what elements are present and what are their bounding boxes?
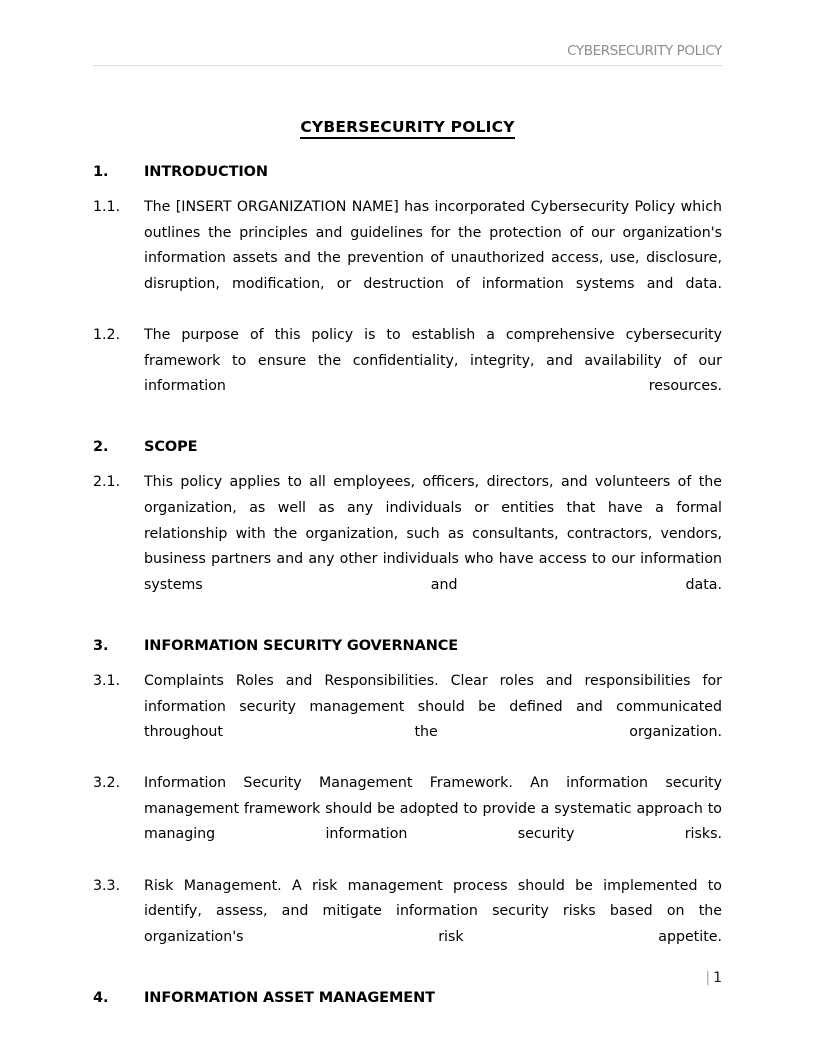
clause-1-1 — [93, 195, 722, 323]
clause-text-1-1: The [INSERT ORGANIZATION NAME] has incorporated Cybersecurity Policy which outlines the principles and guidelines for the protection of our organization's information assets and the prevention of unauthorized access, use, disclosure, disruption, modification, or destruction of information systems and data. — [144, 199, 722, 292]
spacer — [93, 425, 722, 439]
section-heading-4 — [93, 990, 722, 1006]
clause-number-1-2: 1.2. — [93, 326, 121, 343]
document-title — [93, 118, 722, 136]
header-divider-rule — [93, 65, 722, 66]
clause-3-1 — [93, 669, 722, 771]
spacer — [93, 654, 722, 669]
clause-3-2 — [93, 771, 722, 873]
spacer — [93, 180, 722, 195]
clause-number-3-3: 3.3. — [93, 877, 121, 894]
section-heading-3 — [93, 638, 722, 654]
clause-text-3-1: Complaints Roles and Responsibilities. Clear roles and responsibilities for information security management should be defined and communicated throughout the organization. — [144, 672, 722, 741]
section-number-1: 1. — [93, 164, 109, 180]
clause-number-2-1: 2.1. — [93, 474, 121, 491]
page-running-header — [93, 44, 722, 66]
section-heading-2 — [93, 439, 722, 455]
section-title-2: SCOPE — [144, 439, 198, 456]
clause-text-1-2: The purpose of this policy is to establish a comprehensive cybersecurity framework to ensure the confidentiality, integrity, and availability of our information resources. — [144, 326, 722, 395]
section-heading-1 — [93, 164, 722, 180]
clause-3-3 — [93, 874, 722, 976]
clause-text-3-2: Information Security Management Framework. An information security management framework should be adopted to provide a systematic approach to managing information security risks. — [144, 775, 722, 843]
section-number-4: 4. — [93, 990, 109, 1007]
clause-text-2-1: This policy applies to all employees, officers, directors, and volunteers of the organization, as well as any individuals or entities that have a formal relationship with the organization, such as consultants, contractors, vendors, business partners and any other individuals who have access to our information systems and data. — [144, 474, 722, 593]
page-footer — [93, 970, 722, 986]
clause-number-1-1: 1.1. — [93, 199, 121, 215]
spacer — [93, 624, 722, 638]
spacer — [93, 455, 722, 470]
clause-number-3-2: 3.2. — [93, 775, 121, 792]
section-number-3: 3. — [93, 637, 109, 654]
document-title-text: CYBERSECURITY POLICY — [300, 118, 514, 139]
running-header-title: CYBERSECURITY POLICY — [567, 43, 722, 59]
clause-number-3-1: 3.1. — [93, 672, 121, 689]
footer-separator: | — [705, 970, 711, 986]
section-number-2: 2. — [93, 439, 109, 456]
footer-page-number: 1 — [713, 970, 722, 986]
section-title-3: INFORMATION SECURITY GOVERNANCE — [144, 637, 459, 654]
clause-text-3-3: Risk Management. A risk management process should be implemented to identify, assess, and mitigate information security risks based on the organization's risk appetite. — [144, 877, 722, 945]
document-body — [93, 118, 722, 1006]
section-title-1: INTRODUCTION — [144, 164, 268, 180]
section-title-4: INFORMATION ASSET MANAGEMENT — [144, 990, 435, 1007]
clause-2-1 — [93, 470, 722, 624]
clause-1-2 — [93, 323, 722, 425]
